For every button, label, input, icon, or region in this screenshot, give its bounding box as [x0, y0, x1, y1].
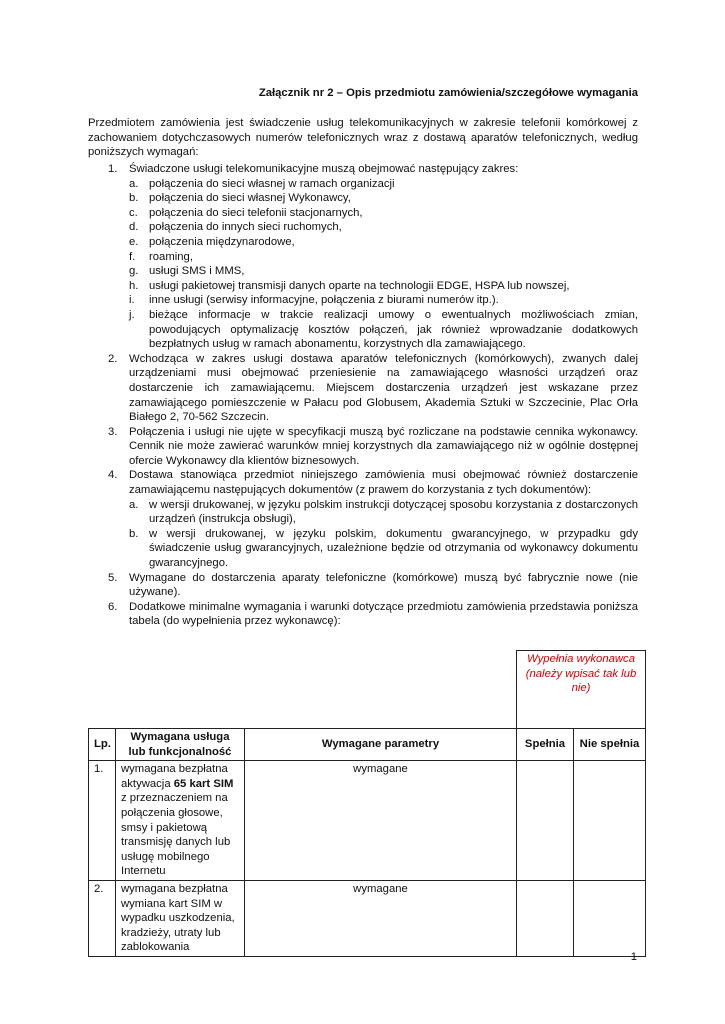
sub-list-letter: f. [129, 250, 136, 263]
header-spelnia: Spełnia [517, 729, 574, 761]
sub-list-letter: d. [129, 221, 139, 234]
list-item-text: Wchodząca w zakres usługi dostawa aparatów telefonicznych (komórkowych), zwanych dalej urządzeniami musi obejmować przeniesienie na zamawiającego własności urządzeń oraz dostarczenie ich zamawiającemu. Miejscem dostarczenia urządzeń jest wskazane przez zamawiającego pomieszczenie w Pałacu pod Globusem, Akademia Sztuki w Szczecinie, Plac Orła Białego 2, 70-562 Szczecin. [129, 352, 638, 424]
sub-list-text: połączenia do sieci własnej w ramach organizacji [149, 177, 395, 190]
requirements-table [88, 650, 646, 957]
sub-list-letter: g. [129, 265, 139, 278]
sub-list-item [129, 527, 638, 571]
sub-list-item [129, 293, 638, 308]
usluga-text: z przeznaczeniem na połączenia głosowe, smsy i pakietową transmisję danych lub usługę mobilnego Internetu [121, 792, 231, 878]
row-lp: 1. [89, 761, 116, 881]
list-item-number: 1. [108, 163, 118, 175]
sub-list-item [129, 235, 638, 250]
table-row [89, 880, 646, 956]
intro-paragraph: Przedmiotem zamówienia jest świadczenie usług telekomunikacyjnych w zakresie telefonii komórkowej z zachowaniem dotychczasowych numerów telefonicznych wraz z dostawą aparatów telefonicznych, według poniższych wymagań: [88, 117, 638, 159]
sub-list-item [129, 279, 638, 294]
header-nie-spelnia: Nie spełnia [574, 729, 646, 761]
sub-list-letter: i. [129, 294, 135, 307]
sub-list-text: połączenia do sieci własnej Wykonawcy, [149, 192, 351, 205]
list-item [88, 425, 638, 469]
sub-list-letter: j. [129, 308, 135, 321]
sub-list [129, 498, 638, 571]
list-item-number: 6. [108, 600, 118, 613]
sub-list [129, 177, 638, 352]
sub-list-text: roaming, [149, 250, 193, 263]
list-item [88, 468, 638, 570]
list-item-text: Dodatkowe minimalne wymagania i warunki dotyczące przedmiotu zamówienia przedstawia poniższa tabela (do wypełnienia przez wykonawcę): [129, 600, 638, 628]
row-parametry: wymagane [245, 761, 517, 881]
list-item-text: Wymagane do dostarczenia aparaty telefoniczne (komórkowe) muszą być fabrycznie nowe (nie używane). [129, 571, 638, 599]
row-lp: 2. [89, 880, 116, 956]
row-spelnia-cell[interactable] [517, 761, 574, 881]
sub-list-item [129, 220, 638, 235]
sub-list-text: inne usługi (serwisy informacyjne, połączenia z biurami numerów itp.). [149, 294, 499, 307]
sub-list-text: połączenia do innych sieci ruchomych, [149, 221, 342, 234]
usluga-text: wymagana bezpłatna wymiana kart SIM w wypadku uszkodzenia, kradzieży, utraty lub zablokowania [121, 882, 235, 954]
list-item [88, 162, 638, 352]
sub-list-item [129, 206, 638, 221]
sub-list-letter: h. [129, 279, 139, 292]
row-usluga [116, 880, 245, 956]
sub-list-text: bieżące informacje w trakcie realizacji umowy o ewentualnych możliwościach zmian, powodujących optymalizację kosztów połączeń, jak również wprowadzanie dodatkowych bezpłatnych usług w ramach abonamentu, korzystnych dla zamawiającego. [149, 308, 638, 351]
list-item-text: Dostawa stanowiąca przedmiot niniejszego zamówienia musi obejmować również dostarczenie zamawiającemu następujących dokumentów (z prawem do korzystania z tych dokumentów): [129, 469, 638, 497]
row-parametry: wymagane [245, 880, 517, 956]
sub-list-item [129, 191, 638, 206]
list-item [88, 571, 638, 600]
page-number: 1 [630, 951, 637, 963]
sub-list-text: połączenia międzynarodowe, [149, 235, 295, 248]
document-title: Załącznik nr 2 – Opis przedmiotu zamówienia/szczegółowe wymagania [258, 87, 638, 99]
table-blank-cell [89, 651, 517, 729]
row-spelnia-cell[interactable] [517, 880, 574, 956]
sub-list-item [129, 308, 638, 352]
list-item-number: 5. [108, 571, 118, 584]
sub-list-letter: e. [129, 235, 139, 248]
sub-list-text: usługi pakietowej transmisji danych oparte na technologii EDGE, HSPA lub nowszej, [149, 279, 570, 292]
list-item-number: 2. [108, 352, 118, 365]
sub-list-text: w wersji drukowanej, w języku polskim, dokumentu gwarancyjnego, w przypadku gdy świadczenie usług gwarancyjnych, uzależnione będzie od otrzymania od wykonawcy dokumentu gwarancyjnego. [149, 527, 638, 570]
row-nie-spelnia-cell[interactable] [574, 880, 646, 956]
header-parametry: Wymagane parametry [245, 729, 517, 761]
sub-list-text: usługi SMS i MMS, [149, 265, 245, 278]
sub-list-item [129, 498, 638, 527]
table-note-row [89, 651, 646, 729]
header-usluga: Wymagana usługa lub funkcjonalność [116, 729, 245, 761]
list-item [88, 352, 638, 425]
sub-list-letter: b. [129, 192, 139, 205]
usluga-text: wymagana bezpłatna aktywacja [121, 763, 228, 790]
sub-list-item [129, 264, 638, 279]
sub-list-letter: a. [129, 177, 139, 190]
sub-list-text: w wersji drukowanej, w języku polskim instrukcji dotyczącej sposobu korzystania z dostarczonych urządzeń (instrukcja obsługi), [149, 498, 638, 526]
sub-list-item [129, 250, 638, 265]
wypelnia-note: Wypełnia wykonawca (należy wpisać tak lub nie) [517, 651, 646, 729]
row-nie-spelnia-cell[interactable] [574, 761, 646, 881]
sub-list-item [129, 177, 638, 192]
sub-list-letter: a. [129, 498, 139, 511]
list-item-text: Połączenia i usługi nie ujęte w specyfikacji muszą być rozliczane na podstawie cennika wykonawcy. Cennik nie może zawierać warunków mniej korzystnych dla zamawiającego niż w ogólnie dostępnej ofercie Wykonawcy dla klientów biznesowych. [129, 425, 638, 467]
sub-list-text: połączenia do sieci telefonii stacjonarnych, [149, 206, 363, 219]
sub-list-letter: b. [129, 527, 139, 540]
list-item-text: Świadczone usługi telekomunikacyjne muszą obejmować następujący zakres: [129, 163, 519, 175]
list-item-number: 4. [108, 469, 118, 482]
list-item-number: 3. [108, 425, 118, 438]
table-header-row [89, 729, 646, 761]
list-item [88, 600, 638, 629]
requirements-list [88, 162, 638, 629]
sub-list-letter: c. [129, 206, 138, 219]
usluga-bold: 65 kart SIM [173, 777, 234, 790]
row-usluga [116, 761, 245, 881]
header-lp: Lp. [89, 729, 116, 761]
table-row [89, 761, 646, 881]
